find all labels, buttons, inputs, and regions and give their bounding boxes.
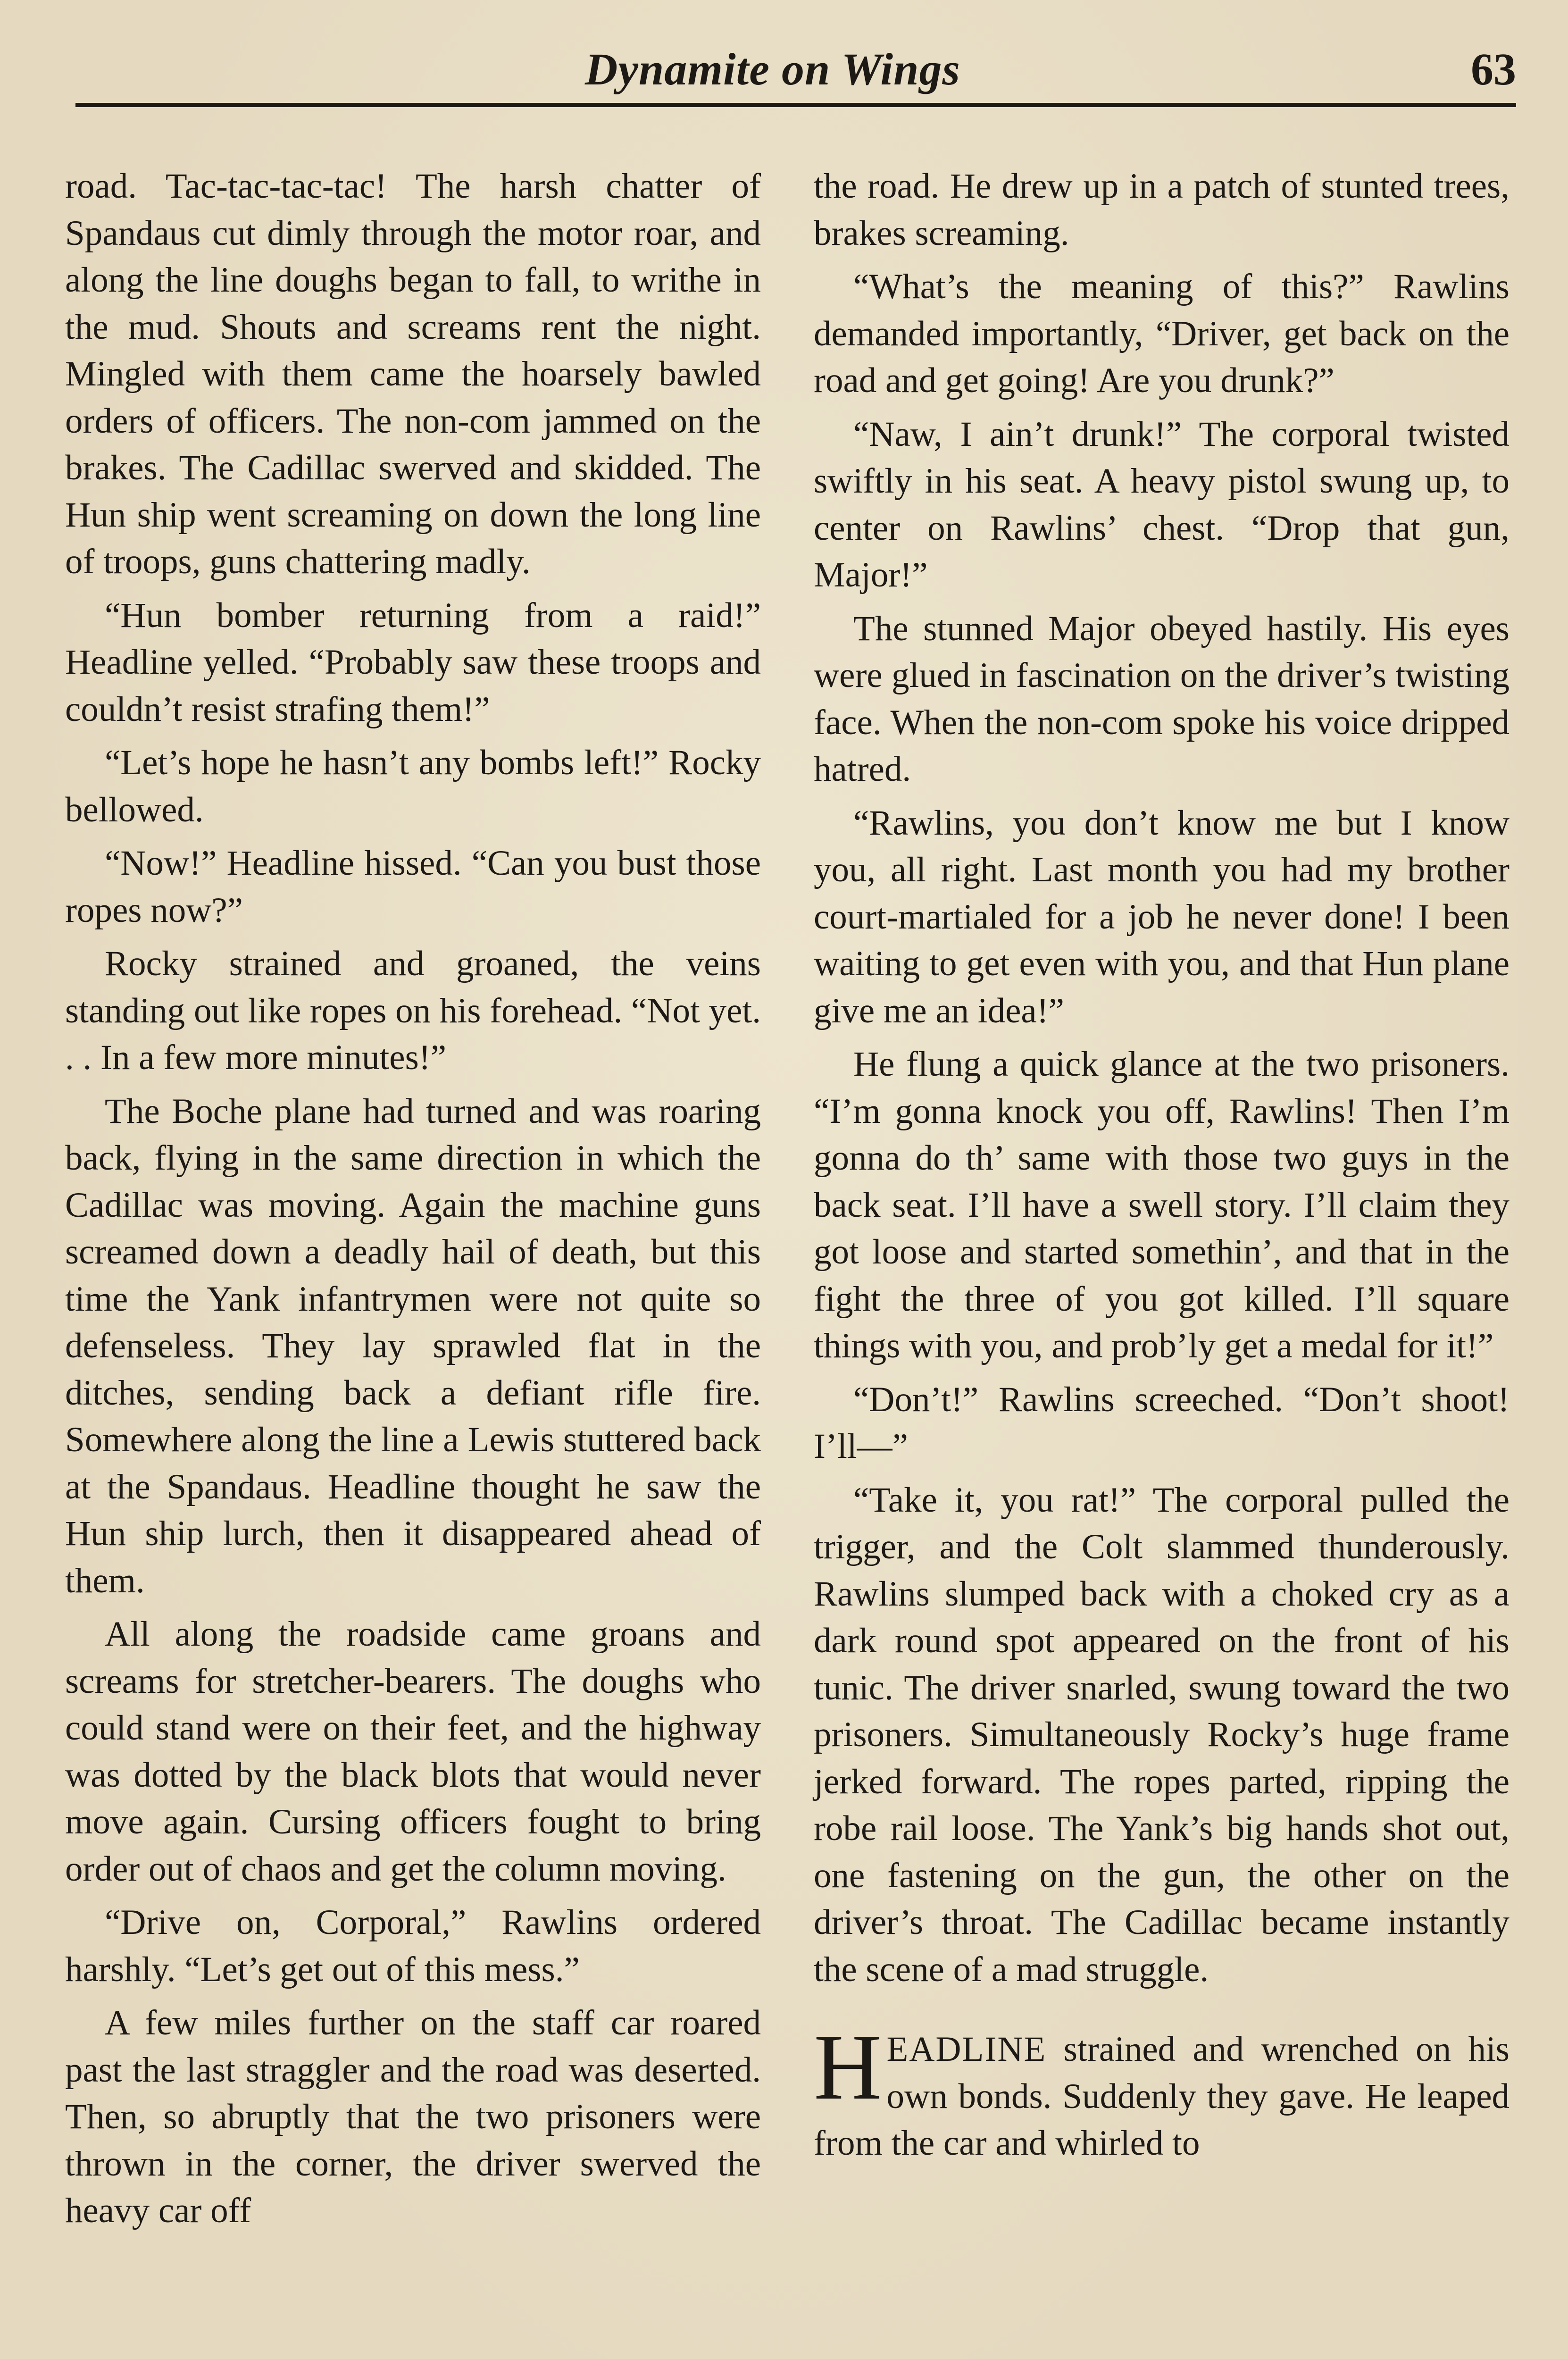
paragraph: “Take it, you rat!” The corporal pulled the trigger, and the Colt slammed thunderously. Rawlins slumped back with a choked cry as a dark round spot appeared on the front of his tunic. The driver snarled, swung toward the two prisoners. Simultaneously Rocky’s huge frame jerked forward. The ropes parted, ripping the robe rail loose. The Yank’s big hands shot out, one fastening on the gun, the other on the driver’s throat. The Cadillac became instantly the scene of a mad struggle.: [814, 1480, 1510, 1989]
paragraph: “What’s the meaning of this?” Rawlins demanded importantly, “Driver, get back on the road and get going! Are you drunk?”: [814, 267, 1510, 400]
paragraph: Rocky strained and groaned, the veins standing out like ropes on his forehead. “Not yet. . . In a few more minutes!”: [65, 944, 761, 1077]
story-title: Dynamite on Wings: [585, 44, 960, 94]
paragraph: “Rawlins, you don’t know me but I know you, all right. Last month you had my brother court-martialed for a job he never done! I been waiting to get even with you, and that Hun plane give me an idea!”: [814, 803, 1510, 1030]
paragraph: The stunned Major obeyed hastily. His eyes were glued in fascination on the driver’s twisting face. When the non-com spoke his voice dripped hatred.: [814, 609, 1510, 789]
paragraph: A few miles further on the staff car roared past the last straggler and the road was deserted. Then, so abruptly that the two prisoners were thrown in the corner, the driver swerved the heavy car off: [65, 2003, 761, 2230]
paragraph: road. Tac-tac-tac-tac! The harsh chatter of Spandaus cut dimly through the motor roar, and along the line doughs began to fall, to writhe in the mud. Shouts and screams rent the night. Mingled with them came the hoarsely bawled orders of officers. The non-com jammed on the brakes. The Cadillac swerved and skidded. The Hun ship went screaming on down the long line of troops, guns chattering madly.: [65, 167, 761, 581]
paragraph: All along the roadside came groans and screams for stretcher-bearers. The doughs who could stand were on their feet, and the highway was dotted by the black blots that would never move again. Cursing officers fought to bring order out of chaos and get the column moving.: [65, 1614, 761, 1889]
page-number: 63: [1471, 44, 1516, 94]
right-column: [814, 163, 1510, 2174]
paragraph: “Don’t!” Rawlins screeched. “Don’t shoot! I’ll—”: [814, 1380, 1510, 1466]
paragraph: “Now!” Headline hissed. “Can you bust those ropes now?”: [65, 844, 761, 930]
paragraph: The Boche plane had turned and was roaring back, flying in the same direction in which the Cadillac was moving. Again the machine guns screamed down a deadly hail of death, but this time the Yank infantrymen were not quite so defenseless. They lay sprawled flat in the ditches, sending back a defiant rifle fire. Somewhere along the line a Lewis stuttered back at the Spandaus. Headline thought he saw the Hun ship lurch, then it disappeared ahead of them.: [65, 1091, 761, 1600]
paragraph-dropcap: [814, 2015, 1510, 2167]
drop-cap: H: [814, 2015, 882, 2119]
header-rule: [75, 103, 1516, 107]
paragraph: “Drive on, Corporal,” Rawlins ordered harshly. “Let’s get out of this mess.”: [65, 1903, 761, 1989]
paragraph: He flung a quick glance at the two prisoners. “I’m gonna knock you off, Rawlins! Then I’m gonna do th’ same with those two guys in the back seat. I’ll have a swell story. I’ll claim they got loose and started somethin’, and that in the fight the three of you got killed. I’ll square things with you, and prob’ly get a medal for it!”: [814, 1045, 1510, 1365]
paragraph: “Let’s hope he hasn’t any bombs left!” Rocky bellowed.: [65, 743, 761, 829]
paragraph: the road. He drew up in a patch of stunted trees, brakes screaming.: [814, 167, 1510, 253]
running-header: [75, 43, 1516, 100]
left-column: [65, 163, 761, 2241]
paragraph-text: strained and wrenched on his own bonds. Suddenly they gave. He leaped from the car and whirled to: [814, 2030, 1510, 2163]
paragraph: “Naw, I ain’t drunk!” The corporal twisted swiftly in his seat. A heavy pistol swung up, to center on Rawlins’ chest. “Drop that gun, Major!”: [814, 414, 1510, 594]
paragraph: “Hun bomber returning from a raid!” Headline yelled. “Probably saw these troops and couldn’t resist strafing them!”: [65, 595, 761, 729]
small-caps-lead: EADLINE: [886, 2030, 1047, 2069]
